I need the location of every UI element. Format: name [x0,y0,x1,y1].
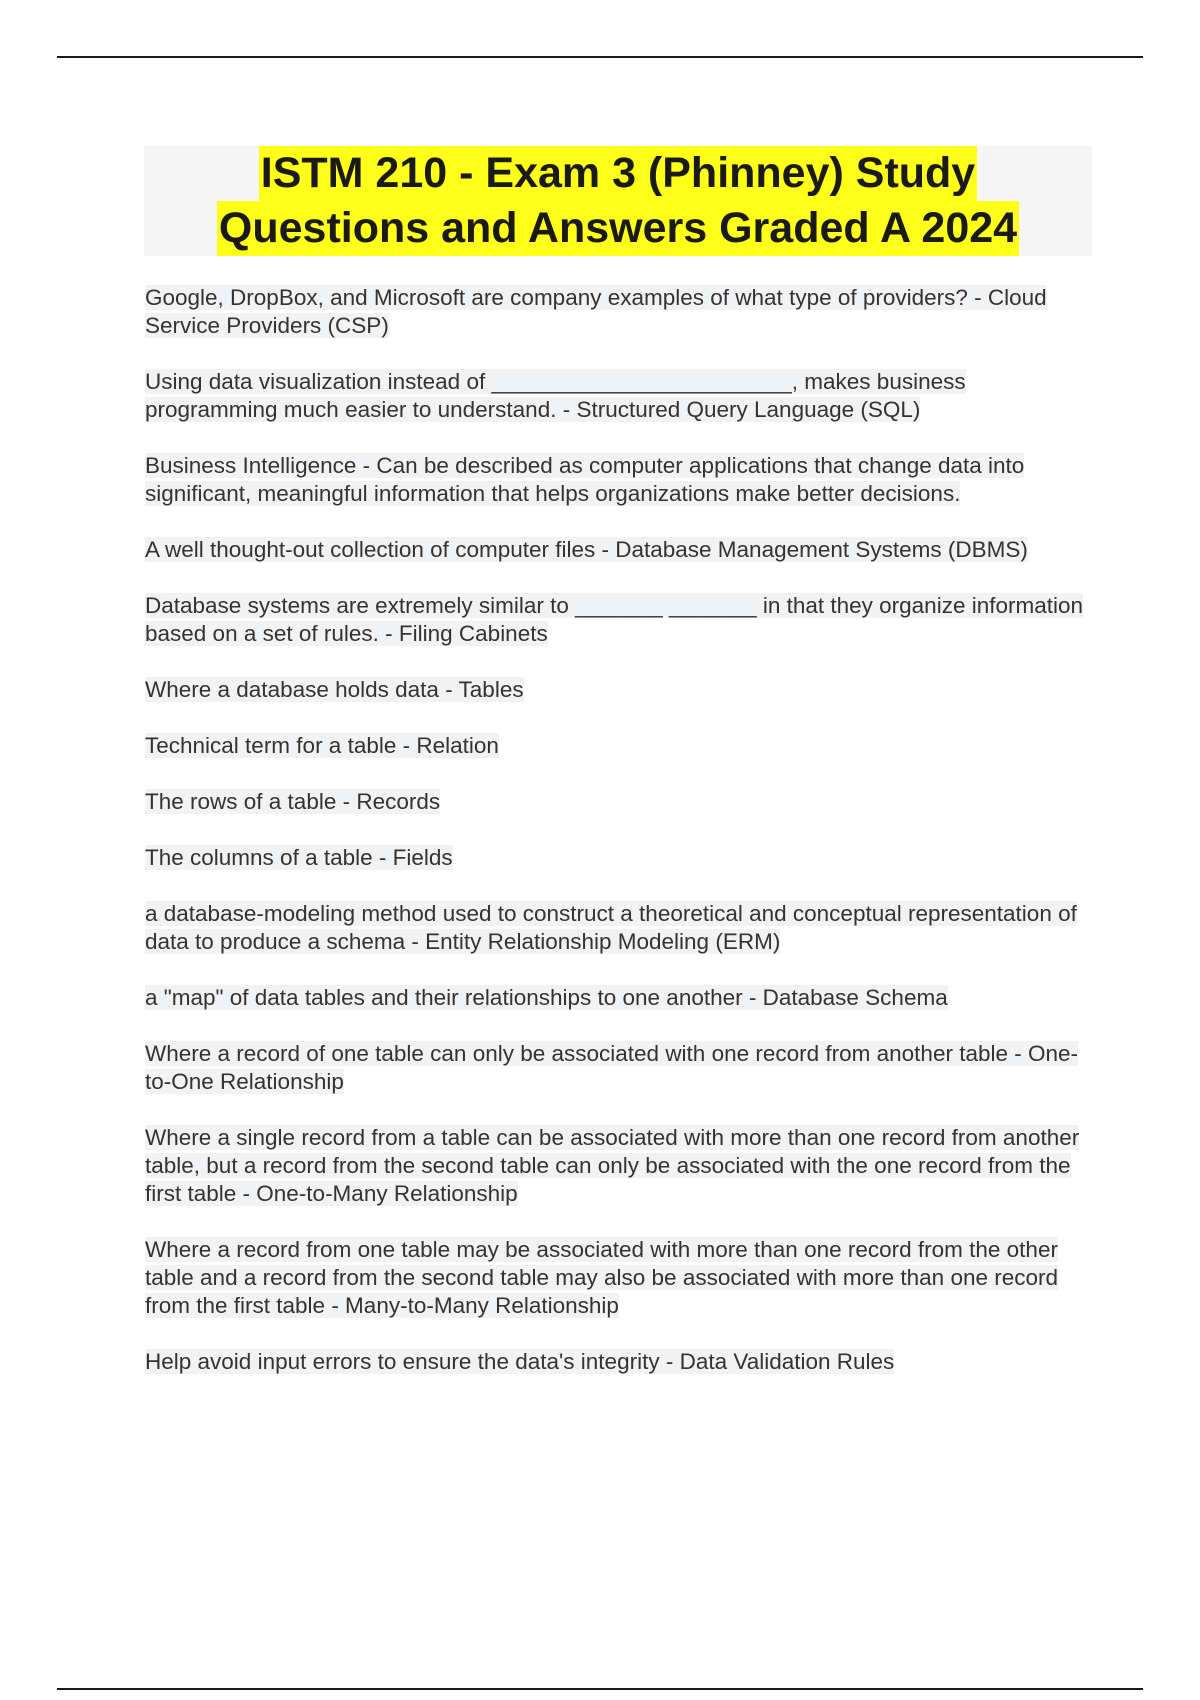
qa-text: Technical term for a table - Relation [145,733,499,758]
qa-item [145,900,1095,956]
qa-item [145,844,1095,872]
qa-text: The rows of a table - Records [145,789,441,814]
qa-item [145,1124,1095,1208]
qa-text: Business Intelligence - Can be described as computer applications that change data into significant, meaningful information that helps organizations make better decisions. [145,453,1025,506]
qa-text: Where a database holds data - Tables [145,677,524,702]
qa-item [145,1348,1095,1376]
qa-item [145,788,1095,816]
qa-item [145,732,1095,760]
qa-item [145,676,1095,704]
qa-item [145,1236,1095,1320]
qa-item [145,984,1095,1012]
qa-text: Where a record of one table can only be associated with one record from another table - One-to-One Relationship [145,1041,1079,1094]
document-title [144,146,1092,256]
qa-text: a "map" of data tables and their relationships to one another - Database Schema [145,985,948,1010]
qa-item [145,1040,1095,1096]
qa-text: Google, DropBox, and Microsoft are company examples of what type of providers? - Cloud Service Providers (CSP) [145,285,1047,338]
qa-text: Where a single record from a table can be associated with more than one record from another table, but a record from the second table can only be associated with the one record from the first table - One-to-Many Relationship [145,1125,1080,1206]
qa-text: Using data visualization instead of ________________________, makes business programming much easier to understand. - Structured Query Language (SQL) [145,369,966,422]
bottom-rule [57,1688,1143,1690]
qa-text: A well thought-out collection of computer files - Database Management Systems (DBMS) [145,537,1028,562]
title-line-2: Questions and Answers Graded A 2024 [217,201,1019,256]
top-rule [57,56,1143,58]
title-line-1: ISTM 210 - Exam 3 (Phinney) Study [259,146,977,201]
qa-item [145,536,1095,564]
qa-text: Help avoid input errors to ensure the data's integrity - Data Validation Rules [145,1349,895,1374]
qa-text: Where a record from one table may be associated with more than one record from the other table and a record from the second table may also be associated with more than one record from the first table - Many-to-Many Relationship [145,1237,1059,1318]
qa-item [145,284,1095,340]
qa-item [145,452,1095,508]
qa-list [145,284,1095,1404]
qa-text: Database systems are extremely similar to _______ _______ in that they organize information based on a set of rules. - Filing Cabinets [145,593,1084,646]
qa-text: a database-modeling method used to construct a theoretical and conceptual representation of data to produce a schema - Entity Relationship Modeling (ERM) [145,901,1077,954]
qa-text: The columns of a table - Fields [145,845,453,870]
qa-item [145,368,1095,424]
qa-item [145,592,1095,648]
